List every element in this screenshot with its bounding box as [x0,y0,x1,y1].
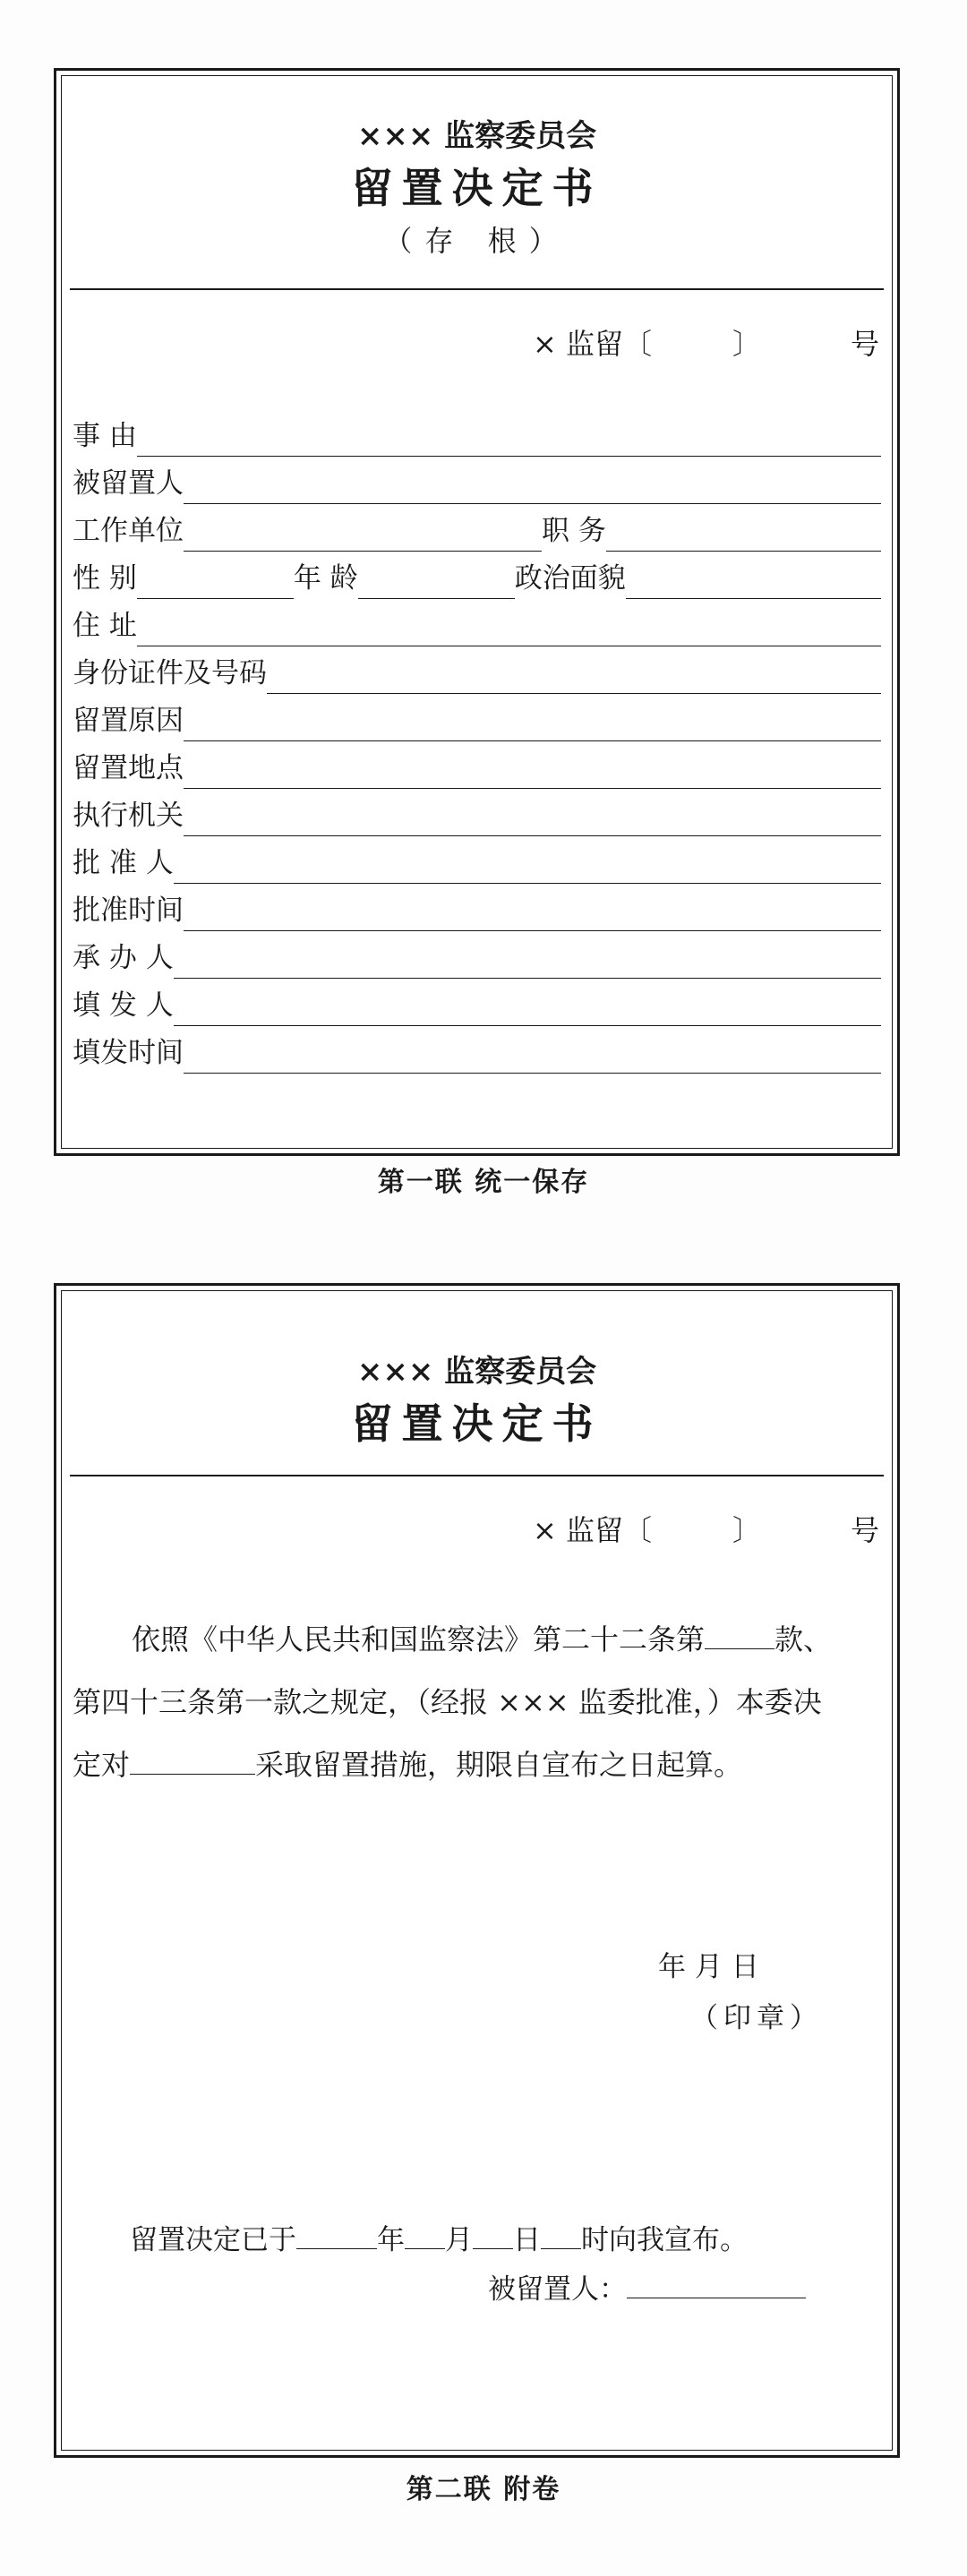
announcement-text: 时向我宣布。 [581,2224,748,2256]
fill-line[interactable] [174,851,881,884]
fill-line[interactable] [174,946,881,979]
fill-line[interactable] [358,566,515,599]
year-label: 年 [377,2224,405,2256]
field-gender-age [73,554,881,599]
field-label: 事 由 [73,420,137,452]
announcement-text: 留置决定已于 [130,2224,296,2256]
field-label: 性 别 [73,562,137,595]
document-number [533,321,879,363]
doc-number-prefix: × 监留〔 [532,1513,652,1547]
field-label: 留置原因 [73,705,184,737]
field-label: 执行机关 [73,800,184,832]
form-title: 留置决定书 [351,164,603,212]
field-detainee [73,459,881,504]
form-subtitle: （存 根） [383,224,570,258]
field-issuer [73,981,881,1026]
field-label: 住 址 [73,610,137,642]
field-approval-time [73,886,881,931]
fill-line[interactable] [184,708,881,741]
field-reason [73,412,881,457]
fill-line[interactable] [184,803,881,836]
field-handler [73,934,881,979]
divider [70,1475,884,1476]
field-label: 批 准 人 [73,847,174,879]
detainee-signature [488,2266,806,2306]
doc-number-bracket: 〕 [732,1513,761,1547]
copy-caption: 第二联 附卷 [406,2474,561,2505]
fill-line[interactable] [184,518,542,552]
field-label: 填 发 人 [73,989,174,1022]
field-label: 职 务 [542,515,606,547]
doc-number-prefix: × 监留〔 [532,327,652,361]
decision-text-part: 依照《中华人民共和国监察法》第二十二条第 [132,1622,706,1656]
fill-line[interactable] [606,518,881,552]
doc-number-suffix: 号 [850,327,879,361]
fill-line[interactable] [184,1040,881,1074]
person-blank[interactable] [130,1747,255,1775]
stub-form [54,68,900,1156]
field-issue-time [73,1029,881,1074]
org-name: ××× 监察委员会 [356,118,597,154]
field-label: 年 龄 [293,562,358,595]
year-blank[interactable] [296,2221,377,2249]
announcement-line [130,2217,748,2257]
field-id-card [73,649,881,694]
field-label: 填发时间 [73,1037,184,1069]
fill-line[interactable] [184,898,881,931]
file-copy-form [54,1283,900,2458]
fill-line[interactable] [184,471,881,504]
divider [70,288,884,290]
decision-text-part: 采取留置措施，期限自宣布之日起算。 [255,1748,743,1782]
hour-blank[interactable] [541,2221,581,2249]
decision-text-part: 定对 [73,1748,131,1782]
field-label: 政治面貌 [514,562,626,595]
decision-text-part: 第四十三条第一款之规定，（经报 ××× 监委批准，）本委决 [73,1685,822,1719]
fill-line[interactable] [174,993,881,1026]
decision-date: 年 月 日 [658,1951,759,1983]
day-label: 日 [513,2224,541,2256]
decision-text [73,1608,881,1796]
field-label: 工作单位 [73,515,184,547]
month-label: 月 [445,2224,473,2256]
fill-line[interactable] [626,566,881,599]
org-name: ××× 监察委员会 [356,1354,597,1390]
signature-label: 被留置人： [488,2273,627,2306]
field-label: 承 办 人 [73,942,174,974]
copy-caption: 第一联 统一保存 [377,1167,590,1198]
field-address [73,602,881,646]
month-blank[interactable] [405,2221,445,2249]
field-label: 批准时间 [73,894,184,927]
fill-line[interactable] [267,661,881,694]
form-title: 留置决定书 [351,1399,603,1448]
decision-text-part: 款、 [774,1622,833,1656]
field-employer [73,507,881,552]
field-detention-reason [73,697,881,741]
fill-line[interactable] [137,566,294,599]
doc-number-bracket: 〕 [732,327,761,361]
clause-blank[interactable] [705,1622,774,1649]
day-blank[interactable] [473,2221,513,2249]
seal-label: （印章） [690,2002,823,2034]
doc-number-suffix: 号 [850,1513,879,1547]
field-label: 被留置人 [73,467,184,500]
field-label: 身份证件及号码 [73,657,267,689]
fill-line[interactable] [184,756,881,789]
fill-line[interactable] [137,424,881,457]
field-detention-place [73,744,881,789]
fill-line[interactable] [137,613,881,646]
document-number [533,1508,879,1549]
signature-blank[interactable] [627,2271,806,2298]
field-approver [73,839,881,884]
field-label: 留置地点 [73,752,184,784]
field-executing-agency [73,792,881,836]
